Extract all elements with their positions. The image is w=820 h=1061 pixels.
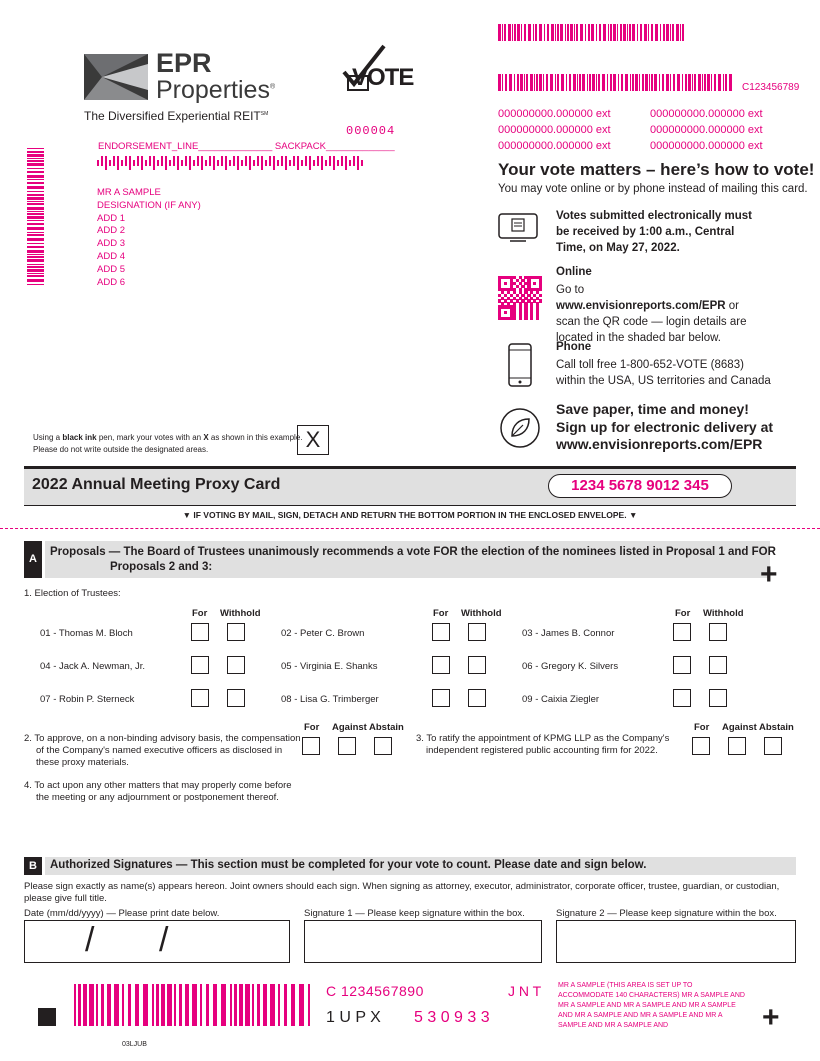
proposal-4 [24, 780, 292, 804]
p3-for-checkbox[interactable] [692, 737, 710, 755]
brand-bottom: Properties [156, 76, 270, 104]
card-title-bar [24, 466, 796, 506]
for-checkbox[interactable] [673, 689, 691, 707]
tagline-mark: SM [260, 111, 269, 117]
signature-1-label: Signature 1 — Please keep signature within the box. [304, 908, 525, 919]
electronic-deadline: Votes submitted electronically must be received by 1:00 a.m., Central Time, on May 27, 2022. [556, 210, 752, 254]
cut-line [0, 528, 820, 529]
ext-line: 000000000.000000 ext [498, 108, 611, 120]
for-checkbox[interactable] [191, 656, 209, 674]
proposal-4-line: 4. To act upon any other matters that may properly come before [24, 780, 292, 791]
for-checkbox[interactable] [432, 689, 450, 707]
ink-bold: black ink [62, 433, 97, 442]
endorsement-line: ENDORSEMENT_LINE______________ SACKPACK_____________ [98, 141, 395, 152]
nominee-label: 06 - Gregory K. Silvers [522, 661, 619, 672]
ext-line: 000000000.000000 ext [650, 140, 763, 152]
address-line: ADD 1 [97, 212, 125, 224]
election-label: 1. Election of Trustees: [24, 588, 121, 599]
account-barcode [498, 74, 734, 91]
detach-instruction: ▼ IF VOTING BY MAIL, SIGN, DETACH AND RETURN THE BOTTOM PORTION IN THE ENCLOSED ENVELOPE. ▼ [182, 510, 638, 520]
proposal-3-line: independent registered public accounting firm for 2022. [426, 745, 658, 756]
nominee-label: 09 - Caixia Ziegler [522, 694, 600, 705]
withhold-checkbox[interactable] [227, 656, 245, 674]
p2-for-checkbox[interactable] [302, 737, 320, 755]
nominee-label: 03 - James B. Connor [522, 628, 615, 639]
proposal-4-line: the meeting or any adjournment or postponement thereof. [36, 792, 279, 803]
brand-top: EPR [156, 48, 212, 78]
vote-info-subtitle: You may vote online or by phone instead of mailing this card. [498, 183, 808, 195]
online-url[interactable]: www.envisionreports.com/EPR [556, 300, 726, 312]
online-title: Online [556, 266, 592, 278]
proposal-2 [24, 733, 301, 769]
account-code: C123456789 [742, 82, 800, 93]
nominee-label: 08 - Lisa G. Trimberger [281, 694, 379, 705]
corner-mark [38, 1008, 56, 1026]
example-x: X [305, 427, 321, 452]
side-barcode [27, 148, 44, 286]
save-title: Save paper, time and money! [556, 401, 749, 417]
online-text-1: Go to [556, 284, 585, 296]
control-number: 1234 5678 9012 345 [548, 474, 732, 498]
for-checkbox[interactable] [191, 689, 209, 707]
address-line: ADD 5 [97, 263, 125, 275]
phone-title: Phone [556, 341, 592, 353]
col-withhold: Withhold [461, 608, 502, 619]
p2-abstain-checkbox[interactable] [374, 737, 392, 755]
nominee-label: 04 - Jack A. Newman, Jr. [40, 661, 146, 672]
section-b-title: Authorized Signatures — This section must be completed for your vote to count. Please date and sign below. [50, 859, 647, 871]
col-withhold: Withhold [703, 608, 744, 619]
proposal-3 [416, 733, 669, 757]
col-for: For [192, 608, 208, 619]
online-text-2: or scan the QR code — login details are located in the shaded bar below. [556, 300, 747, 344]
col-for: For [433, 608, 449, 619]
ext-line: 000000000.000000 ext [650, 124, 763, 136]
phone-icon [508, 343, 532, 387]
p3-abstain-checkbox[interactable] [764, 737, 782, 755]
nominee-label: 07 - Robin P. Sterneck [40, 694, 135, 705]
proposal-2-line: of the Company's named executive officers as disclosed in [36, 745, 283, 756]
qr-code [498, 276, 542, 320]
ink-text: pen, mark your votes with an [96, 433, 204, 442]
proposal-3-line: 3. To ratify the appointment of KPMG LLP as the Company's [416, 733, 670, 744]
sequence-number: 000004 [346, 124, 396, 138]
col-against: Against [332, 722, 367, 733]
monitor-icon [498, 213, 538, 243]
nominee-label: 02 - Peter C. Brown [281, 628, 365, 639]
address-line: ADD 4 [97, 250, 125, 262]
withhold-checkbox[interactable] [709, 656, 727, 674]
withhold-checkbox[interactable] [709, 623, 727, 641]
online-text [556, 282, 756, 346]
signature-instructions: Please sign exactly as name(s) appears hereon. Joint owners should each sign. When signing as attorney, executor, administrator, corporate officer, trustee, guardian, or custodian, please give full title. [24, 881, 780, 904]
doc-number: 5 3 0 9 3 3 [414, 1009, 490, 1026]
ink-line2: Please do not write outside the designated areas. [33, 445, 209, 454]
save-signup: Sign up for electronic delivery at [556, 418, 774, 435]
ink-text: Using a [33, 433, 63, 442]
footer-sample-text: MR A SAMPLE (THIS AREA IS SET UP TO ACCOMMODATE 140 CHARACTERS) MR A SAMPLE AND MR A SAMPLE AND MR A SAMPLE AND MR A SAMPLE AND MR A SAMPLE AND MR A SAMPLE AND MR A SAMPLE AND MR A SAMPLE AND [558, 982, 745, 1029]
footer-account: C 1234567890 [326, 983, 424, 999]
logo-tagline: The Diversified Experiential REIT [84, 109, 261, 123]
card-title: 2022 Annual Meeting Proxy Card [32, 476, 281, 493]
date-slash: / [159, 921, 169, 959]
trademark: ® [269, 83, 276, 91]
ext-line: 000000000.000000 ext [650, 108, 763, 120]
for-checkbox[interactable] [191, 623, 209, 641]
job-code: 03LJUB [122, 1041, 147, 1048]
mailing-address [97, 187, 201, 289]
form-code: 1 U P X [326, 1009, 381, 1026]
for-checkbox[interactable] [673, 623, 691, 641]
address-line: MR A SAMPLE [97, 187, 161, 198]
signature-1-box[interactable] [304, 920, 542, 963]
signature-2-box[interactable] [556, 920, 796, 963]
section-a-title [50, 545, 776, 575]
vote-word: VOTE [352, 64, 414, 91]
col-against: Against [722, 722, 757, 733]
epr-logo-mark [84, 54, 148, 100]
leaf-icon [499, 407, 541, 449]
p3-against-checkbox[interactable] [728, 737, 746, 755]
address-line: ADD 6 [97, 276, 125, 288]
col-withhold: Withhold [220, 608, 261, 619]
vote-logo [340, 44, 420, 94]
proposal-2-line: 2. To approve, on a non-binding advisory basis, the compensation [24, 733, 301, 744]
save-url[interactable]: www.envisionreports.com/EPR [556, 436, 763, 452]
date-slash: / [85, 921, 95, 959]
example-mark-box [297, 425, 329, 455]
col-for: For [675, 608, 691, 619]
ink-x: X [203, 433, 209, 442]
vote-info-title: Your vote matters – here’s how to vote! [498, 160, 815, 179]
nominee-label: 01 - Thomas M. Bloch [40, 628, 133, 639]
footer-barcode [74, 984, 314, 1026]
section-a-label: A [24, 541, 42, 578]
ink-instructions [33, 432, 303, 456]
ink-text: as shown in this example. [208, 433, 303, 442]
address-line: ADD 2 [97, 225, 125, 237]
withhold-checkbox[interactable] [468, 656, 486, 674]
top-barcode [498, 24, 686, 41]
withhold-checkbox[interactable] [227, 623, 245, 641]
nominee-label: 05 - Virginia E. Shanks [281, 661, 378, 672]
col-abstain: Abstain [369, 722, 404, 733]
footer-plus: + [762, 1001, 780, 1034]
section-a-title-2: Proposals 2 and 3: [110, 561, 213, 573]
signature-2-label: Signature 2 — Please keep signature within the box. [556, 908, 777, 919]
save-paper [556, 401, 796, 454]
proposal-2-line: these proxy materials. [36, 757, 129, 768]
section-b-label: B [24, 857, 42, 875]
col-for: For [694, 722, 710, 733]
date-box[interactable] [24, 920, 290, 963]
section-a-plus: + [760, 558, 778, 591]
date-label: Date (mm/dd/yyyy) — Please print date below. [24, 908, 220, 919]
address-line: DESIGNATION (IF ANY) [97, 199, 201, 211]
withhold-checkbox[interactable] [468, 689, 486, 707]
for-checkbox[interactable] [432, 623, 450, 641]
p2-against-checkbox[interactable] [338, 737, 356, 755]
for-checkbox[interactable] [673, 656, 691, 674]
col-for: For [304, 722, 320, 733]
ext-line: 000000000.000000 ext [498, 124, 611, 136]
address-line: ADD 3 [97, 238, 125, 250]
footer-jnt: J N T [508, 983, 542, 999]
col-abstain: Abstain [759, 722, 794, 733]
withhold-checkbox[interactable] [709, 689, 727, 707]
withhold-checkbox[interactable] [227, 689, 245, 707]
withhold-checkbox[interactable] [468, 623, 486, 641]
postal-barcode [97, 156, 363, 170]
ext-line: 000000000.000000 ext [498, 140, 611, 152]
for-checkbox[interactable] [432, 656, 450, 674]
phone-text: Call toll free 1-800-652-VOTE (8683) within the USA, US territories and Canada [556, 359, 771, 387]
section-a-title-1: Proposals — The Board of Trustees unanimously recommends a vote FOR the election of the nominees listed in Proposal 1 and FOR [50, 546, 776, 558]
